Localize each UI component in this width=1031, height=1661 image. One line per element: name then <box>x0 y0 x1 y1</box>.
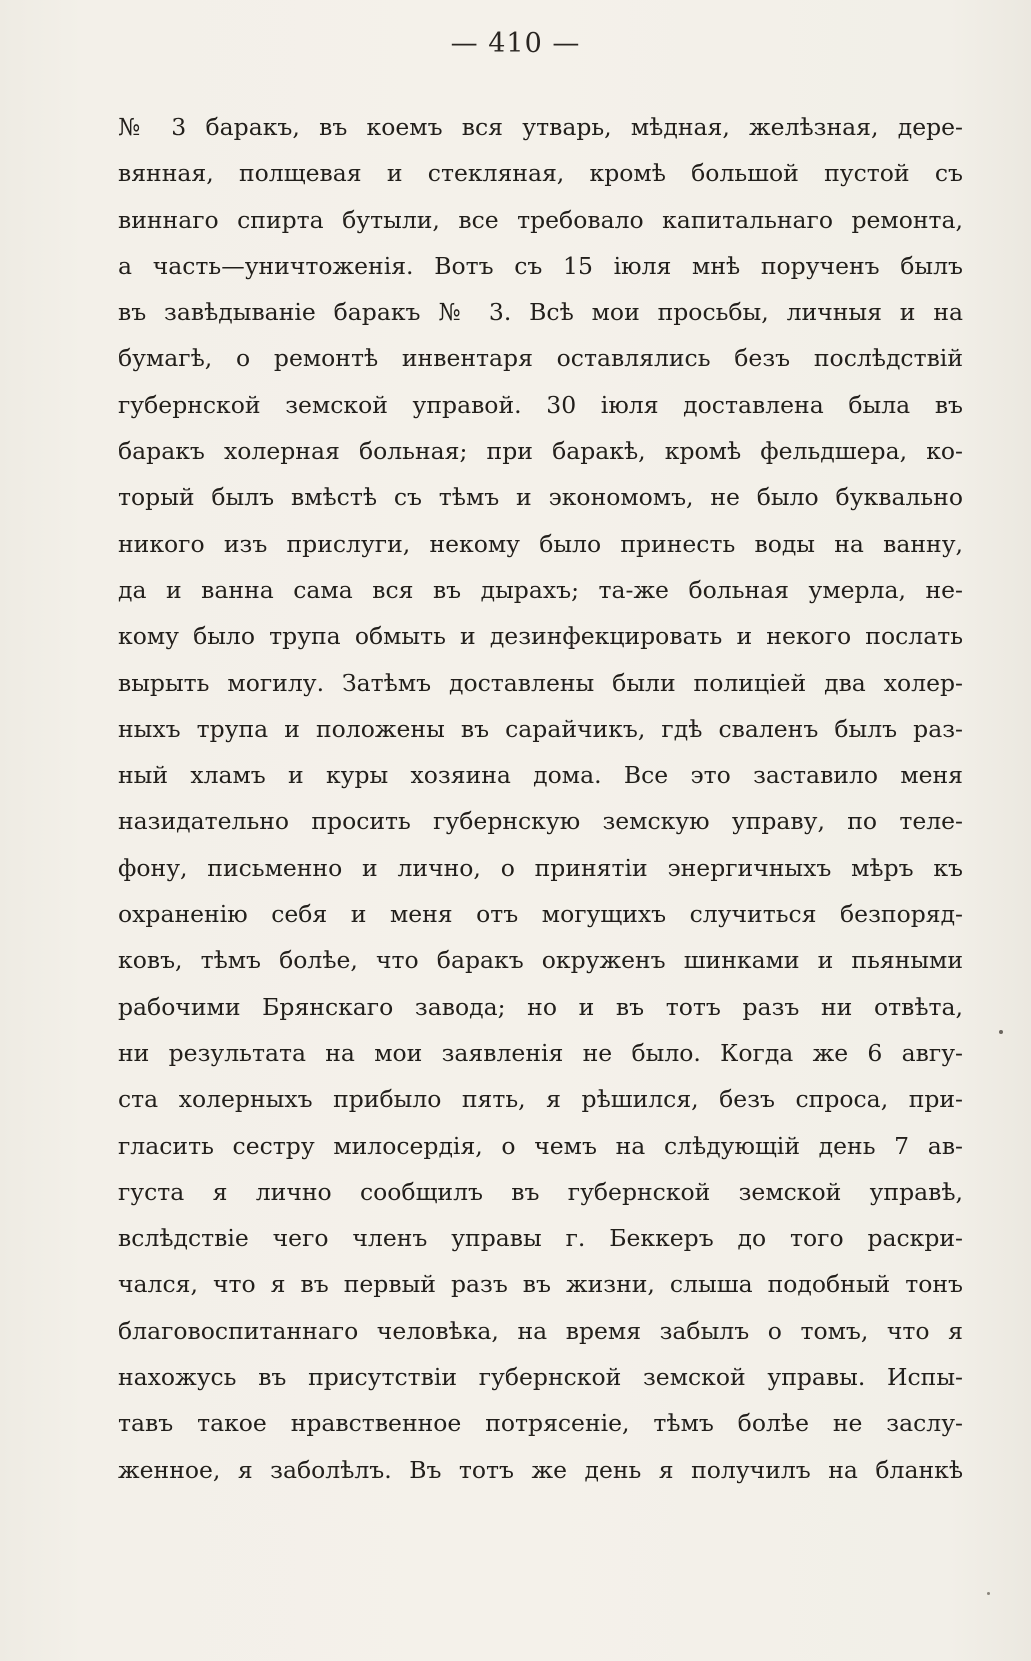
text-line: ста холерныхъ прибыло пять, я рѣшился, безъ спроса, при- <box>118 1085 963 1114</box>
text-line: виннаго спирта бутыли, все требовало капитальнаго ремонта, <box>118 205 963 234</box>
text-line: благовоспитаннаго человѣка, на время забылъ о томъ, что я <box>118 1316 963 1345</box>
text-line: вянная, полщевая и стекляная, кромѣ большой пустой съ <box>118 159 963 188</box>
text-line: фону, письменно и лично, о принятіи энергичныхъ мѣръ къ <box>118 853 963 882</box>
text-line: торый былъ вмѣстѣ съ тѣмъ и экономомъ, не было буквально <box>118 483 963 512</box>
text-line: баракъ холерная больная; при баракѣ, кромѣ фельдшера, ко- <box>118 437 963 466</box>
text-line: нахожусь въ присутствіи губернской земской управы. Испы- <box>118 1363 963 1392</box>
text-line: гласить сестру милосердія, о чемъ на слѣдующій день 7 ав- <box>118 1131 963 1160</box>
text-line: назидательно просить губернскую земскую управу, по теле- <box>118 807 963 836</box>
text-line: да и ванна сама вся въ дырахъ; та-же больная умерла, не- <box>118 575 963 604</box>
text-line: охраненію себя и меня отъ могущихъ случиться безпоряд- <box>118 900 963 929</box>
text-line: густа я лично сообщилъ въ губернской земской управѣ, <box>118 1177 963 1206</box>
text-line: женное, я заболѣлъ. Въ тотъ же день я получилъ на бланкѣ <box>118 1455 963 1484</box>
text-line: ковъ, тѣмъ болѣе, что баракъ окруженъ шинками и пьяными <box>118 946 963 975</box>
text-line: никого изъ прислуги, некому было принесть воды на ванну, <box>118 529 963 558</box>
text-line: ныхъ трупа и положены въ сарайчикъ, гдѣ сваленъ былъ раз- <box>118 714 963 743</box>
text-line: ни результата на мои заявленія не было. Когда же 6 авгу- <box>118 1038 963 1067</box>
text-line: кому было трупа обмыть и дезинфекцировать и некого послать <box>118 622 963 651</box>
text-line: а часть—уничтоженія. Вотъ съ 15 іюля мнѣ порученъ былъ <box>118 251 963 280</box>
text-line: въ завѣдываніе баракъ № 3. Всѣ мои просьбы, личныя и на <box>118 298 963 327</box>
text-line: тавъ такое нравственное потрясеніе, тѣмъ болѣе не заслу- <box>118 1409 963 1438</box>
text-line: чался, что я въ первый разъ въ жизни, слыша подобный тонъ <box>118 1270 963 1299</box>
text-line: бумагѣ, о ремонтѣ инвентаря оставлялись безъ послѣдствій <box>118 344 963 373</box>
text-line: вырыть могилу. Затѣмъ доставлены были полиціей два холер- <box>118 668 963 697</box>
margin-mark <box>999 1030 1003 1034</box>
text-line: № 3 баракъ, въ коемъ вся утварь, мѣдная, желѣзная, дере- <box>118 113 963 141</box>
text-line: рабочими Брянскаго завода; но и въ тотъ разъ ни отвѣта, <box>118 992 963 1021</box>
body-text <box>118 104 963 1493</box>
text-line: ный хламъ и куры хозяина дома. Все это заставило меня <box>118 761 963 790</box>
text-line: вслѣдствіе чего членъ управы г. Беккеръ до того раскри- <box>118 1224 963 1253</box>
text-line: губернской земской управой. 30 іюля доставлена была въ <box>118 390 963 419</box>
page-number: — 410 — <box>450 28 581 59</box>
margin-mark <box>987 1592 990 1595</box>
